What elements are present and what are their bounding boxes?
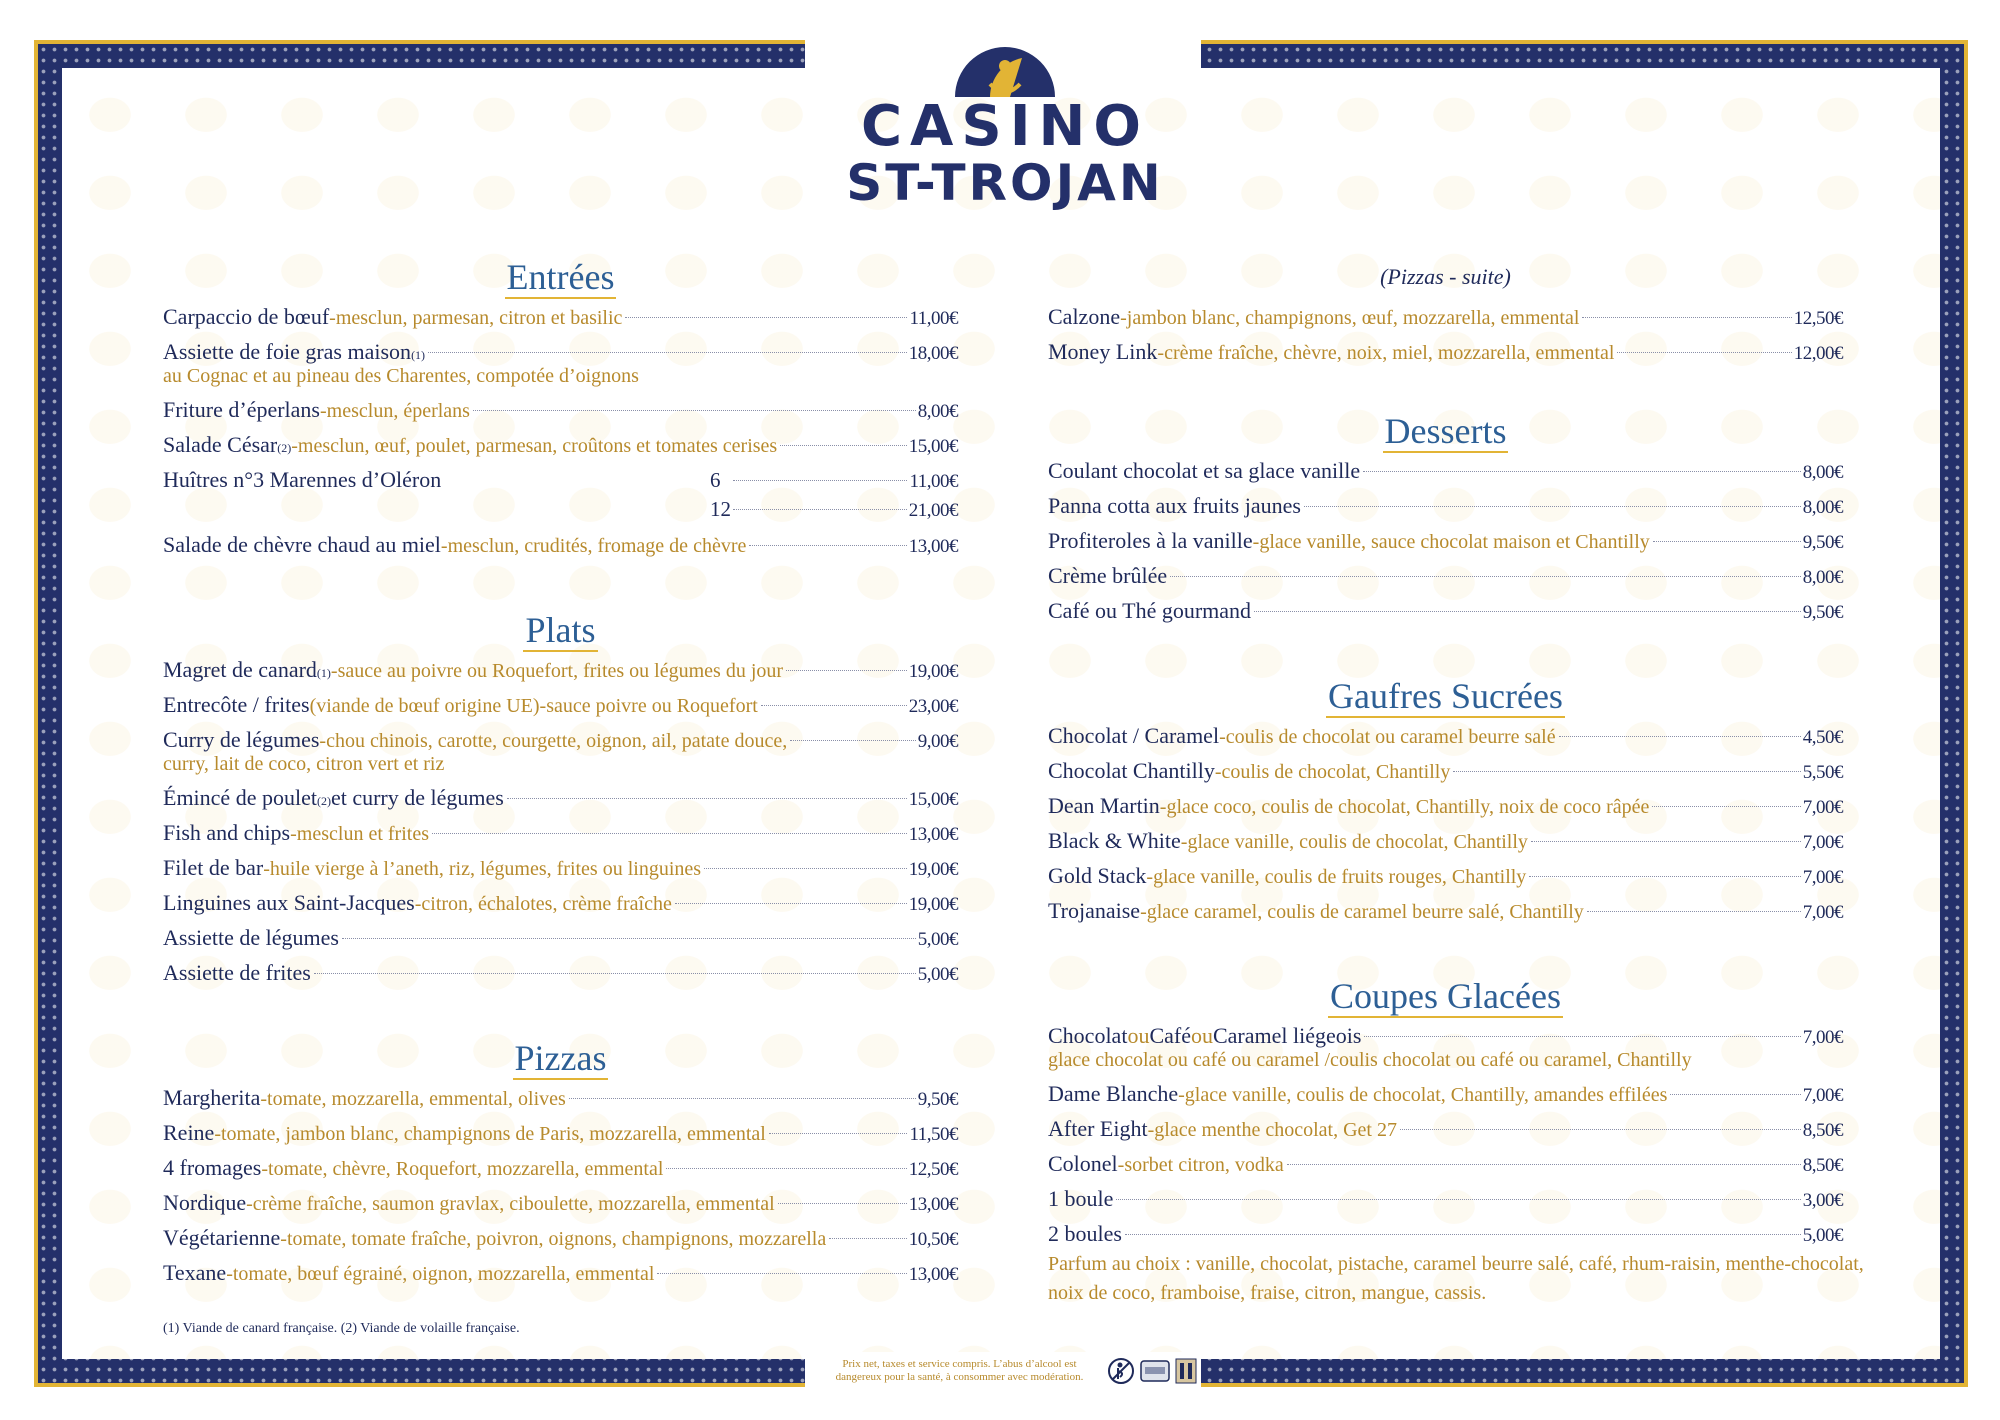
menu-item: Friture d’éperlans - mesclun, éperlans 8,00€: [163, 397, 958, 422]
menu-item: Filet de bar - huile vierge à l’aneth, riz, légumes, frites ou linguines 19,00€: [163, 855, 958, 880]
section-title-pizzas-suite: (Pizzas - suite): [1380, 264, 1511, 289]
section-title-desserts: Desserts: [1384, 411, 1507, 451]
menu-item: Salade de chèvre chaud au miel - mesclun, crudités, fromage de chèvre 13,00€: [163, 532, 958, 557]
menu-item: Dame Blanche - glace vanille, coulis de chocolat, Chantilly, amandes effilées 7,00€: [1048, 1081, 1843, 1106]
logo-text-st-trojan: ST-TROJAN: [846, 154, 1164, 212]
menu-item-liegeois: Chocolat ou Café ou Caramel liégeois 7,00€ glace chocolat ou café ou caramel /coulis chocolat ou café ou caramel, Chantilly: [1048, 1023, 1843, 1071]
menu-item: Black & White - glace vanille, coulis de chocolat, Chantilly 7,00€: [1048, 828, 1843, 853]
menu-item: 1 boule 3,00€: [1048, 1186, 1843, 1211]
menu-item: Végétarienne - tomate, tomate fraîche, poivron, oignons, champignons, mozzarella 10,50€: [163, 1225, 958, 1250]
menu-item: Coulant chocolat et sa glace vanille 8,00€: [1048, 458, 1843, 483]
menu-item: Assiette de frites 5,00€: [163, 960, 958, 985]
menu-item: Chocolat / Caramel - coulis de chocolat ou caramel beurre salé 4,50€: [1048, 723, 1843, 748]
menu-item: Chocolat Chantilly - coulis de chocolat, Chantilly 5,50€: [1048, 758, 1843, 783]
badges: [1106, 1356, 1198, 1386]
building-icon: [1174, 1357, 1198, 1385]
menu-item: 4 fromages - tomate, chèvre, Roquefort, mozzarella, emmental 12,50€: [163, 1155, 958, 1180]
menu-item: Profiteroles à la vanille - glace vanille, sauce chocolat maison et Chantilly 9,50€: [1048, 528, 1843, 553]
menu-item: Colonel - sorbet citron, vodka 8,50€: [1048, 1151, 1843, 1176]
section-title-coupes: Coupes Glacées: [1330, 976, 1561, 1016]
section-title-pizzas: Pizzas: [514, 1038, 607, 1078]
menu-column-right: [1048, 255, 1864, 1309]
menu-item: Entrecôte / frites (viande de bœuf origine UE) - sauce poivre ou Roquefort 23,00€: [163, 692, 958, 717]
logo-text-casino: CASINO: [860, 94, 1150, 159]
sun-anchor-icon: [950, 42, 1060, 97]
menu-item: Linguines aux Saint-Jacques - citron, échalotes, crème fraîche 19,00€: [163, 890, 958, 915]
menu-item: Gold Stack - glace vanille, coulis de fruits rouges, Chantilly 7,00€: [1048, 863, 1843, 888]
menu-item: Assiette de foie gras maison (1) 18,00€ au Cognac et au pineau des Charentes, compotée d’oignons: [163, 339, 958, 387]
casino-logo: [840, 36, 1170, 216]
menu-item: After Eight - glace menthe chocolat, Get 27 8,50€: [1048, 1116, 1843, 1141]
menu-item: Magret de canard (1) - sauce au poivre ou Roquefort, frites ou légumes du jour 19,00€: [163, 657, 958, 682]
menu-item: Café ou Thé gourmand 9,50€: [1048, 598, 1843, 623]
menu-item: Crème brûlée 8,00€: [1048, 563, 1843, 588]
payment-card-icon: [1140, 1359, 1170, 1383]
menu-item: Calzone - jambon blanc, champignons, œuf, mozzarella, emmental 12,50€: [1048, 304, 1843, 329]
menu-item: Fish and chips - mesclun et frites 13,00€: [163, 820, 958, 845]
section-title-entrees: Entrées: [506, 257, 615, 297]
menu-item: Margherita - tomate, mozzarella, emmental, olives 9,50€: [163, 1085, 958, 1110]
flavours-line-2: noix de coco, framboise, fraise, citron, mangue, cassis.: [1048, 1282, 1487, 1304]
menu-item: Texane - tomate, bœuf égrainé, oignon, mozzarella, emmental 13,00€: [163, 1260, 958, 1285]
menu-item: Reine - tomate, jambon blanc, champignons de Paris, mozzarella, emmental 11,50€: [163, 1120, 958, 1145]
menu-item: Curry de légumes - chou chinois, carotte, courgette, oignon, ail, patate douce, 9,00€ curry, lait de coco, citron vert et riz: [163, 727, 958, 775]
menu-item: Trojanaise - glace caramel, coulis de caramel beurre salé, Chantilly 7,00€: [1048, 898, 1843, 923]
section-title-plats: Plats: [525, 610, 596, 650]
legal-notice: Prix net, taxes et service compris. L’abus d’alcool est dangereux pour la santé, à consommer avec modération.: [835, 1358, 1084, 1383]
menu-item: Panna cotta aux fruits jaunes 8,00€: [1048, 493, 1843, 518]
pregnant-warning-icon: [1106, 1356, 1136, 1386]
section-title-gaufres: Gaufres Sucrées: [1328, 676, 1563, 716]
menu-item: 2 boules 5,00€: [1048, 1221, 1843, 1246]
footnote: (1) Viande de canard française. (2) Viande de volaille française.: [163, 1321, 520, 1336]
menu-column-left: [163, 255, 958, 1290]
menu-item: Émincé de poulet (2) et curry de légumes 15,00€: [163, 785, 958, 810]
flavours-line-1: Parfum au choix : vanille, chocolat, pistache, caramel beurre salé, café, rhum-raisin, menthe-chocolat,: [1048, 1253, 1864, 1275]
menu-item: Salade César (2) - mesclun, œuf, poulet, parmesan, croûtons et tomates cerises 15,00€: [163, 432, 958, 457]
menu-item: Dean Martin - glace coco, coulis de chocolat, Chantilly, noix de coco râpée 7,00€: [1048, 793, 1843, 818]
menu-item: Assiette de légumes 5,00€: [163, 925, 958, 950]
menu-item: Nordique - crème fraîche, saumon gravlax, ciboulette, mozzarella, emmental 13,00€: [163, 1190, 958, 1215]
menu-item-oysters: Huîtres n°3 Marennes d’Oléron 6 11,00€ 12 21,00€: [163, 467, 958, 521]
menu-item: Money Link - crème fraîche, chèvre, noix, miel, mozzarella, emmental 12,00€: [1048, 339, 1843, 364]
menu-item: Carpaccio de bœuf - mesclun, parmesan, citron et basilic 11,00€: [163, 304, 958, 329]
